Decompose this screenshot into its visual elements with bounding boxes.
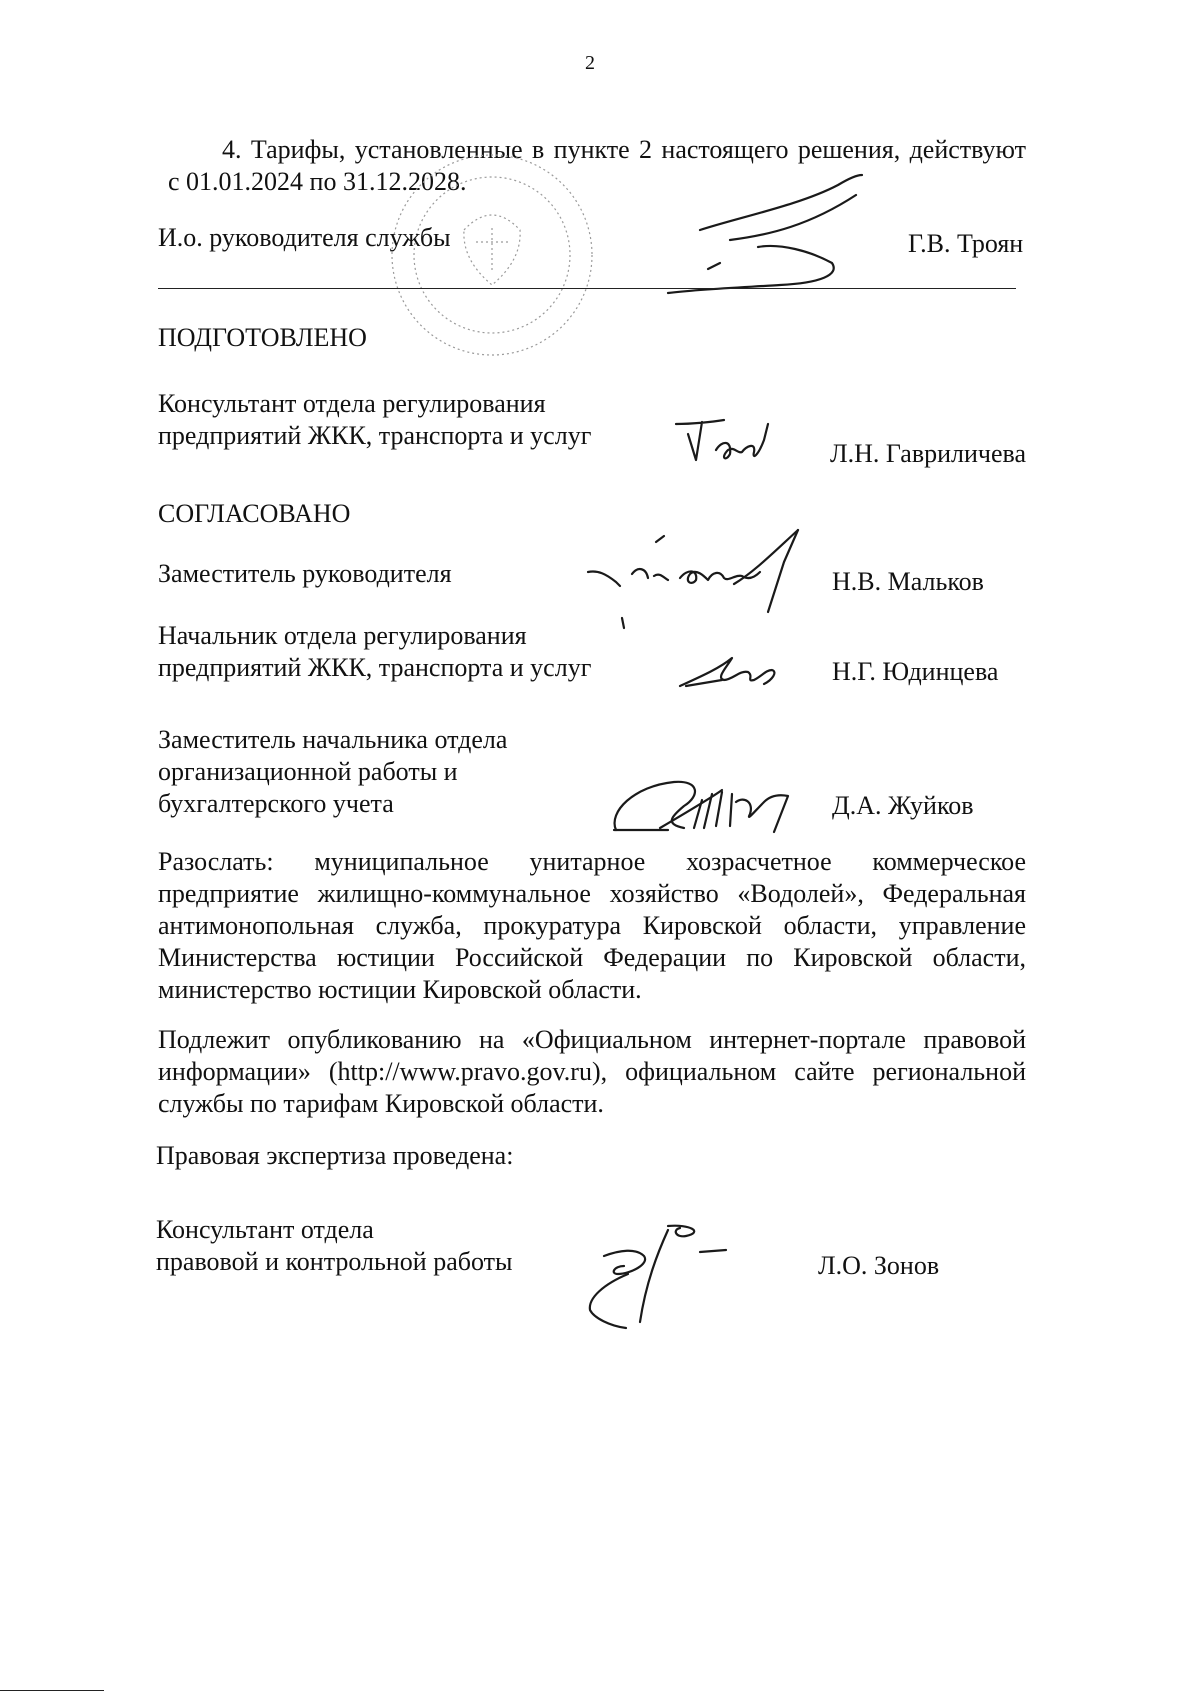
publication-line-1: Подлежит опубликованию на «Официальном интернет-портале правовой	[158, 1025, 1026, 1054]
distribution-line-3: антимонопольная служба, прокуратура Кировской области, управление	[158, 911, 1026, 940]
head-signature	[660, 165, 880, 305]
head-name: Г.В. Троян	[908, 229, 1024, 258]
publication-note	[158, 1024, 1026, 1120]
head-underline	[158, 288, 1016, 289]
approved-signer-2-name: Н.Г. Юдинцева	[832, 657, 999, 686]
publication-line-3: службы по тарифам Кировской области.	[158, 1089, 604, 1118]
legal-review-name: Л.О. Зонов	[818, 1251, 940, 1280]
clause-4-line-2: с 01.01.2024 по 31.12.2028.	[168, 167, 467, 196]
approved-heading: СОГЛАСОВАНО	[158, 499, 351, 528]
prepared-position-line-2: предприятий ЖКК, транспорта и услуг	[158, 421, 592, 450]
distribution-line-2: предприятие жилищно-коммунальное хозяйство «Водолей», Федеральная	[158, 879, 1026, 908]
head-position: И.о. руководителя службы	[158, 223, 451, 252]
prepared-heading: ПОДГОТОВЛЕНО	[158, 323, 367, 352]
publication-line-2: информации» (http://www.pravo.gov.ru), официальном сайте региональной	[158, 1057, 1026, 1086]
distribution-line-4: Министерства юстиции Российской Федерации по Кировской области,	[158, 943, 1026, 972]
prepared-signature	[672, 410, 782, 472]
approved-signer-3-name: Д.А. Жуйков	[832, 791, 974, 820]
legal-review-position-line-1: Консультант отдела	[156, 1215, 374, 1244]
distribution-list	[158, 846, 1026, 1006]
approved-signer-1-signature	[584, 522, 814, 632]
clause-4-line-1: 4. Тарифы, установленные в пункте 2 настоящего решения, действуют	[222, 135, 1026, 164]
distribution-line-1: Разослать: муниципальное унитарное хозрасчетное коммерческое	[158, 847, 1026, 876]
approved-signer-3-position-line-3: бухгалтерского учета	[158, 789, 394, 818]
legal-review-heading: Правовая экспертиза проведена:	[156, 1141, 514, 1170]
approved-signer-2-position-line-1: Начальник отдела регулирования	[158, 621, 527, 650]
approved-signer-1-name: Н.В. Мальков	[832, 567, 984, 596]
prepared-position-line-1: Консультант отдела регулирования	[158, 389, 546, 418]
approved-signer-3-position-line-1: Заместитель начальника отдела	[158, 725, 508, 754]
bottom-edge-line	[0, 1690, 104, 1691]
approved-signer-2-signature	[676, 650, 786, 690]
official-seal	[372, 150, 612, 360]
prepared-name: Л.Н. Гавриличева	[830, 439, 1027, 468]
page-number: 2	[585, 52, 595, 74]
approved-signer-2-position-line-2: предприятий ЖКК, транспорта и услуг	[158, 653, 592, 682]
approved-signer-1-position: Заместитель руководителя	[158, 559, 452, 588]
legal-review-signature	[580, 1222, 740, 1332]
legal-review-position-line-2: правовой и контрольной работы	[156, 1247, 513, 1276]
distribution-line-5: министерство юстиции Кировской области.	[158, 975, 642, 1004]
approved-signer-3-signature	[604, 772, 804, 844]
approved-signer-3-position-line-2: организационной работы и	[158, 757, 458, 786]
